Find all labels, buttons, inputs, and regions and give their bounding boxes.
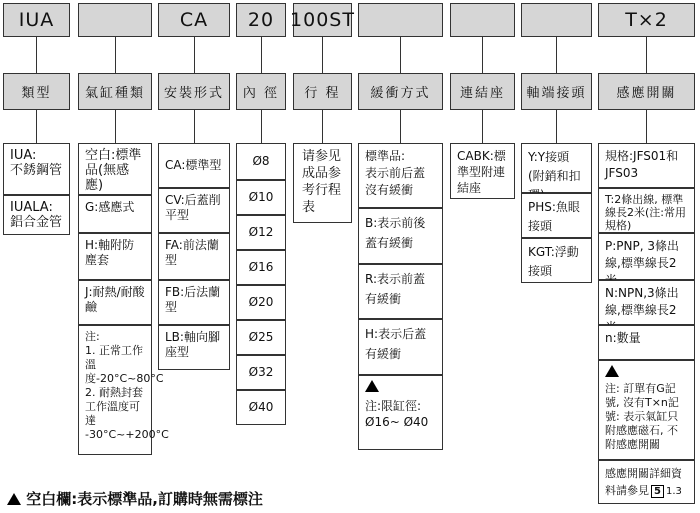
label-link: 連結座	[450, 73, 515, 110]
connector	[556, 37, 557, 73]
ref-badge: 5	[651, 485, 664, 498]
rod-option-phs: PHS:魚眼接頭	[521, 193, 592, 238]
footer-text: 空白欄:表示標準品,訂購時無需標注	[26, 490, 263, 508]
mount-option-lb: LB:軸向腳座型	[158, 325, 230, 370]
link-option-cabk: CABK:標準型附連結座	[450, 143, 515, 199]
warning-icon	[605, 365, 619, 377]
label-stroke: 行 程	[293, 73, 352, 110]
cyl-option-blank: 空白:標準品(無感應)	[78, 143, 152, 195]
cushion-option-h: H:表示后蓋有緩衝	[358, 319, 443, 375]
sensor-ref-text: 感應開關詳細資料請參見	[605, 467, 682, 497]
connector	[261, 110, 262, 143]
bore-option: Ø8	[236, 143, 286, 180]
code-cylinder	[78, 3, 152, 37]
cushion-note-text: 注:限缸徑: Ø16~ Ø40	[365, 399, 429, 429]
code-cushion	[358, 3, 443, 37]
connector	[482, 110, 483, 143]
label-sensor: 感應開關	[598, 73, 695, 110]
sensor-option-n: N:NPN,3條出線,標準線長2	[598, 280, 695, 325]
connector	[400, 37, 401, 73]
label-type: 類型	[3, 73, 70, 110]
code-bore: 20	[236, 3, 286, 37]
connector	[194, 37, 195, 73]
cyl-note: 注: 1. 正常工作溫度-20°C~80°C 2. 耐熱封套工作溫度可達 -30°C~+200°C	[78, 325, 152, 455]
bore-option: Ø16	[236, 250, 286, 285]
bore-option: Ø32	[236, 355, 286, 390]
cushion-note	[358, 375, 443, 450]
cushion-option-b: B:表示前後蓋有緩衝	[358, 208, 443, 264]
sensor-option-spec: 規格:JFS01和JFS03	[598, 143, 695, 188]
bore-option: Ø20	[236, 285, 286, 320]
connector	[115, 37, 116, 73]
rod-option-y: Y:Y接頭(附銷和扣	[521, 143, 592, 193]
connector	[322, 110, 323, 143]
code-mount: CA	[158, 3, 230, 37]
label-mount: 安裝形式	[158, 73, 230, 110]
cyl-option-j: J:耐熱/耐酸鹼	[78, 280, 152, 325]
sensor-option-p: P:PNP, 3條出線,標準線長2	[598, 233, 695, 280]
connector	[646, 37, 647, 73]
bore-option: Ø25	[236, 320, 286, 355]
bore-option: Ø10	[236, 180, 286, 215]
rod-option-kgt: KGT:浮動接頭	[521, 238, 592, 283]
code-sensor: T×2	[598, 3, 695, 37]
code-rod	[521, 3, 592, 37]
code-type: IUA	[3, 3, 70, 37]
mount-option-fa: FA:前法蘭型	[158, 233, 230, 280]
sensor-option-count: n:數量	[598, 325, 695, 360]
connector	[194, 110, 195, 143]
stroke-note: 请参见成品参考行程表	[293, 143, 352, 223]
label-cylinder: 氣缸種類	[78, 73, 152, 110]
mount-option-ca: CA:標準型	[158, 143, 230, 188]
ref-page: 1.3	[665, 486, 682, 497]
warning-icon	[365, 380, 379, 392]
bore-option: Ø12	[236, 215, 286, 250]
footer-note	[7, 488, 263, 509]
label-cushion: 緩衝方式	[358, 73, 443, 110]
sensor-option-t: T:2條出線, 標準線長2米(注:常用規格)	[598, 188, 695, 233]
mount-option-cv: CV:后蓋削平型	[158, 188, 230, 233]
connector	[400, 110, 401, 143]
cyl-option-h: H:軸附防塵套	[78, 233, 152, 280]
type-option-stainless: IUA: 不銹鋼管	[3, 143, 70, 195]
label-rod: 軸端接頭	[521, 73, 592, 110]
sensor-note-text: 注: 訂單有G記號, 沒有T×n記號: 表示氣缸只附感應磁石, 不附感應開關	[605, 382, 679, 451]
connector	[556, 110, 557, 143]
type-option-aluminum: IUALA: 鋁合金管	[3, 195, 70, 235]
mount-option-fb: FB:后法蘭型	[158, 280, 230, 325]
connector	[322, 37, 323, 73]
connector	[482, 37, 483, 73]
connector	[115, 110, 116, 143]
code-link	[450, 3, 515, 37]
sensor-reference	[598, 460, 695, 504]
sensor-note	[598, 360, 695, 460]
cyl-option-g: G:感應式	[78, 195, 152, 233]
label-bore: 內 徑	[236, 73, 286, 110]
code-stroke: 100ST	[293, 3, 352, 37]
connector	[36, 110, 37, 143]
warning-icon	[7, 493, 21, 505]
bore-option: Ø40	[236, 390, 286, 425]
connector	[36, 37, 37, 73]
cushion-option-r: R:表示前蓋有緩衝	[358, 264, 443, 319]
connector	[261, 37, 262, 73]
cushion-option-standard: 標準品: 表示前后蓋沒有緩衝	[358, 143, 443, 208]
connector	[646, 110, 647, 143]
